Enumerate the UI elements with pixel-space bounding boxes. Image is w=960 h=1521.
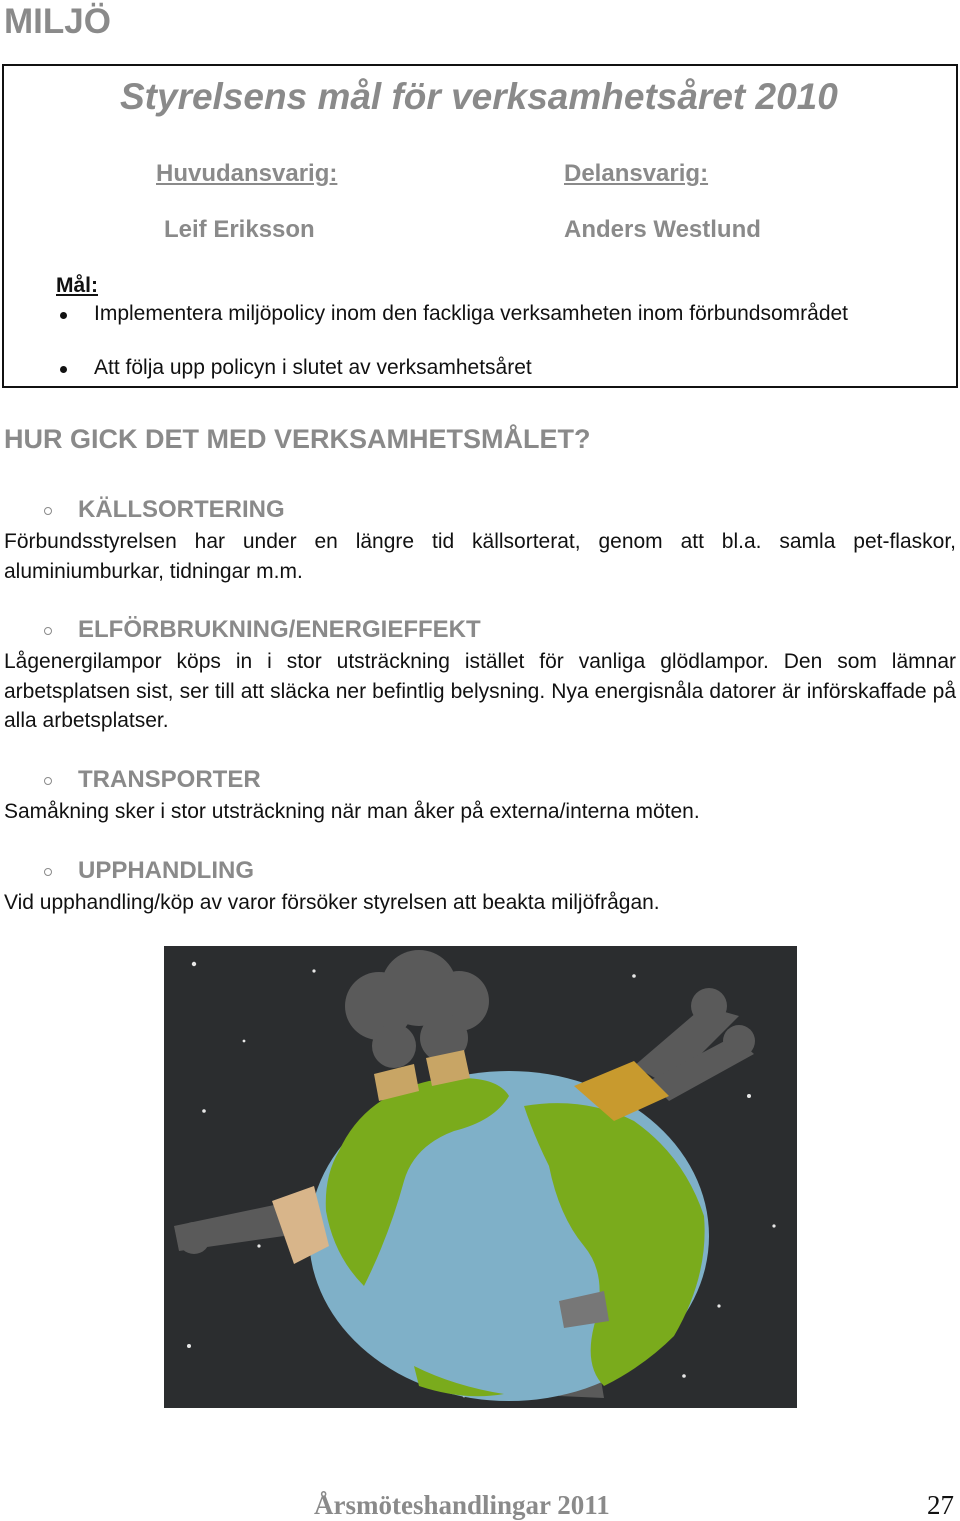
bullet-icon bbox=[60, 366, 67, 373]
section-title: ELFÖRBRUKNING/ENERGIEFFEKT bbox=[78, 616, 481, 643]
section-title: TRANSPORTER bbox=[78, 766, 261, 793]
bullet-icon bbox=[44, 777, 52, 785]
goal-item bbox=[94, 356, 532, 380]
polluted-earth-illustration bbox=[164, 946, 797, 1408]
goals-box bbox=[2, 64, 958, 388]
outcome-heading: HUR GICK DET MED VERKSAMHETSMÅLET? bbox=[4, 424, 591, 454]
section-text-transport: Samåkning sker i stor utsträckning när man åker på externa/interna möten. bbox=[4, 800, 700, 823]
primary-responsible-name: Leif Eriksson bbox=[164, 216, 315, 243]
page-heading: MILJÖ bbox=[4, 2, 111, 41]
bullet-icon bbox=[60, 312, 67, 319]
secondary-responsible-label: Delansvarig: bbox=[564, 160, 709, 187]
page-number: 27 bbox=[927, 1490, 954, 1520]
bullet-icon bbox=[44, 507, 52, 515]
goal-label: Mål: bbox=[56, 274, 98, 297]
section-heading-energy bbox=[78, 616, 481, 644]
goal-item bbox=[94, 302, 848, 326]
goals-title: Styrelsens mål för verksamhetsåret 2010 bbox=[120, 76, 838, 117]
footer-title: Årsmöteshandlingar 2011 bbox=[314, 1490, 610, 1520]
goal-item-text: Implementera miljöpolicy inom den fackliga verksamheten inom förbundsområdet bbox=[94, 302, 849, 325]
section-heading-recycling bbox=[78, 496, 285, 524]
goal-item-text: Att följa upp policyn i slutet av verksamhetsåret bbox=[94, 356, 532, 379]
section-heading-transport bbox=[78, 766, 261, 794]
section-heading-procurement bbox=[78, 857, 254, 885]
section-text-procurement: Vid upphandling/köp av varor försöker styrelsen att beakta miljöfrågan. bbox=[4, 891, 660, 914]
primary-responsible-label: Huvudansvarig: bbox=[156, 160, 338, 187]
section-title: KÄLLSORTERING bbox=[78, 496, 285, 523]
bullet-icon bbox=[44, 868, 52, 876]
section-text-recycling: Förbundsstyrelsen har under en längre tid källsorterat, genom att bl.a. samla pet-flaskor, aluminiumburkar, tidningar m.m. bbox=[4, 530, 956, 583]
secondary-responsible-name: Anders Westlund bbox=[564, 216, 761, 243]
section-text-energy: Lågenergilampor köps in i stor utsträckning istället för vanliga glödlampor. Den som lämnar arbetsplatsen sist, ser till att släcka ner befintlig belysning. Nya energisnåla datorer är införskaffade på alla arbetsplatser. bbox=[4, 650, 956, 732]
bullet-icon bbox=[44, 627, 52, 635]
section-title: UPPHANDLING bbox=[78, 857, 255, 884]
